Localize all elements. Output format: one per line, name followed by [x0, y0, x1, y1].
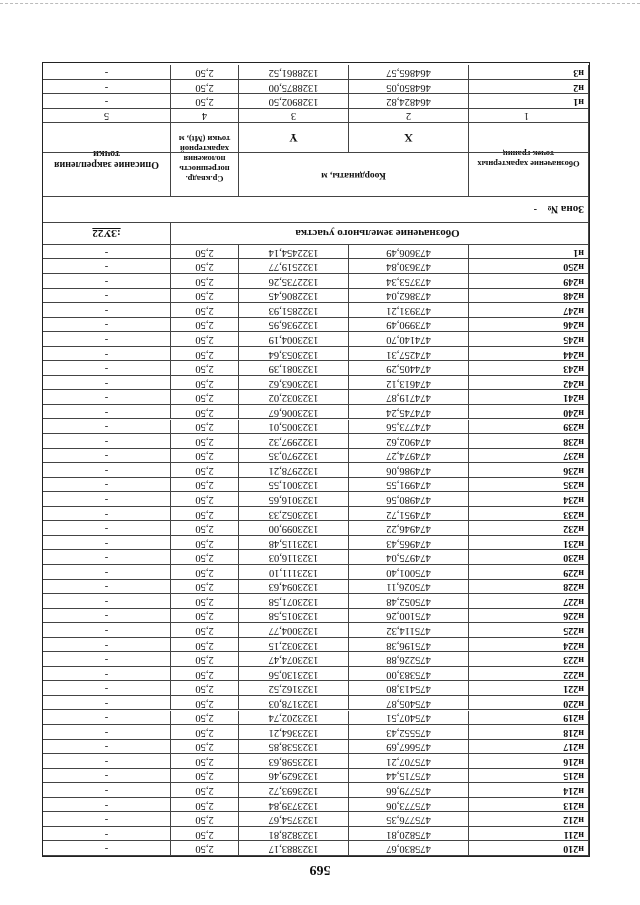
section-title-row — [43, 223, 589, 245]
description-cell: - — [43, 405, 171, 419]
y-coordinate-cell: 1323739,84 — [239, 798, 349, 812]
y-coordinate-cell: 1323598,63 — [239, 754, 349, 768]
error-cell: 2,50 — [171, 492, 239, 506]
zone-value: - — [533, 204, 538, 216]
point-id-cell: н221 — [469, 681, 589, 695]
table-row — [43, 580, 589, 595]
point-id-cell: н249 — [469, 274, 589, 288]
description-cell: - — [43, 492, 171, 506]
point-id-cell: н237 — [469, 449, 589, 463]
table-row — [43, 390, 589, 405]
table-row — [43, 550, 589, 565]
x-coordinate-cell: 475114,32 — [349, 623, 469, 637]
point-id-cell: н3 — [469, 65, 589, 79]
point-id-cell: н239 — [469, 420, 589, 434]
point-id-cell: н215 — [469, 769, 589, 783]
table-row — [43, 638, 589, 653]
error-cell: 2,50 — [171, 449, 239, 463]
point-id-cell: н211 — [469, 827, 589, 841]
description-cell: - — [43, 725, 171, 739]
description-cell: - — [43, 812, 171, 826]
table-row — [43, 536, 589, 551]
y-coordinate-cell: 1323015,58 — [239, 609, 349, 623]
description-cell: - — [43, 827, 171, 841]
x-coordinate-cell: 475773,06 — [349, 798, 469, 812]
x-coordinate-cell: 474745,24 — [349, 405, 469, 419]
x-coordinate-cell: 464824,82 — [349, 94, 469, 108]
description-cell: - — [43, 623, 171, 637]
x-coordinate-cell: 475196,38 — [349, 638, 469, 652]
table-row — [43, 594, 589, 609]
point-id-cell: н241 — [469, 390, 589, 404]
x-coordinate-cell: 464850,05 — [349, 80, 469, 94]
error-cell: 2,50 — [171, 740, 239, 754]
y-coordinate-cell: 1323538,85 — [239, 740, 349, 754]
table-row — [43, 565, 589, 580]
x-coordinate-cell: 474975,04 — [349, 550, 469, 564]
coordinates-table — [42, 62, 590, 857]
column-number-cell: 3 — [239, 109, 349, 122]
y-coordinate-cell: 1328861,52 — [239, 65, 349, 79]
table-row — [43, 420, 589, 435]
table-row — [43, 449, 589, 464]
x-coordinate-cell: 474257,31 — [349, 347, 469, 361]
error-cell: 2,50 — [171, 594, 239, 608]
description-cell: - — [43, 798, 171, 812]
zone-row — [43, 197, 589, 223]
x-coordinate-cell: 474951,72 — [349, 507, 469, 521]
table-row — [43, 289, 589, 304]
point-id-cell: н218 — [469, 725, 589, 739]
y-coordinate-cell: 1322997,32 — [239, 434, 349, 448]
y-coordinate-cell: 1323115,48 — [239, 536, 349, 550]
description-cell: - — [43, 594, 171, 608]
description-cell: - — [43, 361, 171, 375]
y-coordinate-cell: 1323004,77 — [239, 623, 349, 637]
point-id-cell: н222 — [469, 667, 589, 681]
x-coordinate-cell: 474405,29 — [349, 361, 469, 375]
description-cell: - — [43, 347, 171, 361]
point-id-cell: н225 — [469, 623, 589, 637]
description-cell: - — [43, 841, 171, 855]
point-id-cell: н240 — [469, 405, 589, 419]
y-coordinate-cell: 1322970,35 — [239, 449, 349, 463]
y-coordinate-cell: 1323099,00 — [239, 521, 349, 535]
table-row — [43, 347, 589, 362]
y-coordinate-cell: 1323828,81 — [239, 827, 349, 841]
x-coordinate-cell: 475707,21 — [349, 754, 469, 768]
error-cell: 2,50 — [171, 521, 239, 535]
error-cell: 2,50 — [171, 245, 239, 259]
point-id-cell: н226 — [469, 609, 589, 623]
point-id-cell: н243 — [469, 361, 589, 375]
description-cell: - — [43, 507, 171, 521]
point-id-cell: н244 — [469, 347, 589, 361]
y-coordinate-cell: 1323071,58 — [239, 594, 349, 608]
x-coordinate-cell: 475830,67 — [349, 841, 469, 855]
y-coordinate-cell: 1323001,55 — [239, 478, 349, 492]
table-row — [43, 65, 589, 80]
x-coordinate-cell: 475715,44 — [349, 769, 469, 783]
point-id-cell: н234 — [469, 492, 589, 506]
table-row — [43, 609, 589, 624]
point-id-cell: н232 — [469, 521, 589, 535]
description-cell: - — [43, 652, 171, 666]
error-cell: 2,50 — [171, 463, 239, 477]
point-id-cell: н223 — [469, 652, 589, 666]
point-id-cell: н238 — [469, 434, 589, 448]
error-cell: 2,50 — [171, 361, 239, 375]
x-coordinate-cell: 474980,56 — [349, 492, 469, 506]
table-row — [43, 318, 589, 333]
point-id-cell: н214 — [469, 783, 589, 797]
header-row-bottom — [43, 123, 589, 153]
table-row — [43, 725, 589, 740]
y-coordinate-cell: 1322978,21 — [239, 463, 349, 477]
error-cell: 2,50 — [171, 332, 239, 346]
error-cell: 2,50 — [171, 783, 239, 797]
error-cell: 2,50 — [171, 405, 239, 419]
header-y: Y — [239, 123, 349, 152]
error-cell: 2,50 — [171, 347, 239, 361]
point-id-cell: н248 — [469, 289, 589, 303]
x-coordinate-cell: 473990,49 — [349, 318, 469, 332]
description-cell: - — [43, 681, 171, 695]
table-row — [43, 652, 589, 667]
error-cell: 2,50 — [171, 94, 239, 108]
x-coordinate-cell: 474613,12 — [349, 376, 469, 390]
header-description: Описание закрепления точки — [43, 122, 171, 196]
table-row — [43, 754, 589, 769]
description-cell: - — [43, 550, 171, 564]
table-row — [43, 434, 589, 449]
x-coordinate-cell: 474946,22 — [349, 521, 469, 535]
y-coordinate-cell: 1323006,67 — [239, 405, 349, 419]
description-cell: - — [43, 521, 171, 535]
point-id-cell: н229 — [469, 565, 589, 579]
x-coordinate-cell: 473862,04 — [349, 289, 469, 303]
point-id-cell: н224 — [469, 638, 589, 652]
x-coordinate-cell: 474986,06 — [349, 463, 469, 477]
error-cell: 2,50 — [171, 638, 239, 652]
error-cell: 2,50 — [171, 80, 239, 94]
description-cell: - — [43, 754, 171, 768]
y-coordinate-cell: 1323130,56 — [239, 667, 349, 681]
description-cell: - — [43, 478, 171, 492]
description-cell: - — [43, 289, 171, 303]
x-coordinate-cell: 475383,00 — [349, 667, 469, 681]
description-cell: - — [43, 696, 171, 710]
table-row — [43, 80, 589, 95]
point-id-cell: н250 — [469, 259, 589, 273]
table-row — [43, 623, 589, 638]
error-cell: 2,50 — [171, 478, 239, 492]
point-id-cell: н246 — [469, 318, 589, 332]
error-cell: 2,50 — [171, 754, 239, 768]
y-coordinate-cell: 1323693,72 — [239, 783, 349, 797]
description-cell: - — [43, 303, 171, 317]
error-cell: 2,50 — [171, 696, 239, 710]
header-row-top — [43, 133, 589, 197]
description-cell: - — [43, 711, 171, 725]
x-coordinate-cell: 475667,69 — [349, 740, 469, 754]
x-coordinate-cell: 475052,48 — [349, 594, 469, 608]
error-cell: 2,50 — [171, 318, 239, 332]
y-coordinate-cell: 1323883,17 — [239, 841, 349, 855]
error-cell: 2,50 — [171, 507, 239, 521]
y-coordinate-cell: 1322936,95 — [239, 318, 349, 332]
error-cell: 2,50 — [171, 376, 239, 390]
point-id-cell: н2 — [469, 80, 589, 94]
error-cell: 2,50 — [171, 434, 239, 448]
description-cell: - — [43, 667, 171, 681]
description-cell: - — [43, 580, 171, 594]
x-coordinate-cell: 473606,49 — [349, 245, 469, 259]
point-id-cell: н236 — [469, 463, 589, 477]
error-cell: 2,50 — [171, 420, 239, 434]
y-coordinate-cell: 1323005,01 — [239, 420, 349, 434]
error-cell: 2,50 — [171, 289, 239, 303]
error-cell: 2,50 — [171, 609, 239, 623]
description-cell: - — [43, 94, 171, 108]
error-cell: 2,50 — [171, 769, 239, 783]
x-coordinate-cell: 474140,70 — [349, 332, 469, 346]
x-coordinate-cell: 464865,57 — [349, 65, 469, 79]
error-cell: 2,50 — [171, 841, 239, 855]
table-row — [43, 376, 589, 391]
description-cell: - — [43, 318, 171, 332]
header-error: Ср.квадр. погрешность положения характерной точки (Mt), м — [171, 122, 239, 196]
table-row — [43, 507, 589, 522]
y-coordinate-cell: 1323052,33 — [239, 507, 349, 521]
description-cell: - — [43, 783, 171, 797]
table-row — [43, 667, 589, 682]
table-row — [43, 332, 589, 347]
x-coordinate-cell: 475779,66 — [349, 783, 469, 797]
y-coordinate-cell: 1322519,77 — [239, 259, 349, 273]
header-x: X — [349, 123, 469, 152]
y-coordinate-cell: 1323032,02 — [239, 390, 349, 404]
description-cell: - — [43, 274, 171, 288]
table-row — [43, 783, 589, 798]
error-cell: 2,50 — [171, 580, 239, 594]
x-coordinate-cell: 475026,11 — [349, 580, 469, 594]
description-cell: - — [43, 769, 171, 783]
section-code: :ЗУ22 — [43, 223, 171, 244]
point-id-cell: н242 — [469, 376, 589, 390]
x-coordinate-cell: 473630,84 — [349, 259, 469, 273]
point-id-cell: н1 — [469, 94, 589, 108]
x-coordinate-cell: 474719,87 — [349, 390, 469, 404]
x-coordinate-cell: 475776,35 — [349, 812, 469, 826]
description-cell: - — [43, 245, 171, 259]
error-cell: 2,50 — [171, 711, 239, 725]
description-cell: - — [43, 434, 171, 448]
error-cell: 2,50 — [171, 725, 239, 739]
description-cell: - — [43, 463, 171, 477]
description-cell: - — [43, 536, 171, 550]
y-coordinate-cell: 1323754,67 — [239, 812, 349, 826]
column-number-cell: 4 — [171, 109, 239, 122]
error-cell: 2,50 — [171, 667, 239, 681]
description-cell: - — [43, 259, 171, 273]
description-cell: - — [43, 449, 171, 463]
y-coordinate-cell: 1323202,74 — [239, 711, 349, 725]
error-cell: 2,50 — [171, 259, 239, 273]
error-cell: 2,50 — [171, 798, 239, 812]
table-row — [43, 274, 589, 289]
x-coordinate-cell: 475407,51 — [349, 711, 469, 725]
error-cell: 2,50 — [171, 812, 239, 826]
y-coordinate-cell: 1323162,52 — [239, 681, 349, 695]
y-coordinate-cell: 1323111,10 — [239, 565, 349, 579]
x-coordinate-cell: 475820,81 — [349, 827, 469, 841]
table-row — [43, 681, 589, 696]
error-cell: 2,50 — [171, 652, 239, 666]
y-coordinate-cell: 1323116,03 — [239, 550, 349, 564]
table-row — [43, 94, 589, 109]
table-row — [43, 827, 589, 842]
point-id-cell: н235 — [469, 478, 589, 492]
x-coordinate-cell: 475405,87 — [349, 696, 469, 710]
description-cell: - — [43, 390, 171, 404]
error-cell: 2,50 — [171, 623, 239, 637]
column-number-cell: 5 — [43, 109, 171, 122]
header-coordinates: Координаты, м — [239, 153, 469, 196]
error-cell: 2,50 — [171, 303, 239, 317]
column-numbers-row — [43, 109, 589, 123]
column-number-cell: 1 — [469, 109, 589, 122]
point-id-cell: н247 — [469, 303, 589, 317]
error-cell: 2,50 — [171, 565, 239, 579]
y-coordinate-cell: 1328902,50 — [239, 94, 349, 108]
y-coordinate-cell: 1323074,47 — [239, 652, 349, 666]
y-coordinate-cell: 1323032,15 — [239, 638, 349, 652]
column-number-cell: 2 — [349, 109, 469, 122]
error-cell: 2,50 — [171, 827, 239, 841]
description-cell: - — [43, 609, 171, 623]
y-coordinate-cell: 1323053,64 — [239, 347, 349, 361]
x-coordinate-cell: 473931,21 — [349, 303, 469, 317]
description-cell: - — [43, 376, 171, 390]
y-coordinate-cell: 1323016,65 — [239, 492, 349, 506]
description-cell: - — [43, 638, 171, 652]
x-coordinate-cell: 475001,40 — [349, 565, 469, 579]
description-cell: - — [43, 80, 171, 94]
page-number: 569 — [309, 862, 331, 877]
point-id-cell: н212 — [469, 812, 589, 826]
table-row — [43, 463, 589, 478]
error-cell: 2,50 — [171, 550, 239, 564]
table-row — [43, 740, 589, 755]
x-coordinate-cell: 475226,88 — [349, 652, 469, 666]
table-row — [43, 711, 589, 726]
y-coordinate-cell: 1323178,03 — [239, 696, 349, 710]
x-coordinate-cell: 474773,56 — [349, 420, 469, 434]
x-coordinate-cell: 474991,55 — [349, 478, 469, 492]
point-id-cell: н228 — [469, 580, 589, 594]
y-coordinate-cell: 1323629,46 — [239, 769, 349, 783]
description-cell: - — [43, 420, 171, 434]
point-id-cell: н216 — [469, 754, 589, 768]
table-row — [43, 361, 589, 376]
x-coordinate-cell: 475413,80 — [349, 681, 469, 695]
table-row — [43, 696, 589, 711]
zone-label: Зона № — [547, 203, 584, 216]
error-cell: 2,50 — [171, 274, 239, 288]
description-cell: - — [43, 65, 171, 79]
point-id-cell: н1 — [469, 245, 589, 259]
y-coordinate-cell: 1323004,19 — [239, 332, 349, 346]
error-cell: 2,50 — [171, 65, 239, 79]
x-coordinate-cell: 475100,26 — [349, 609, 469, 623]
error-cell: 2,50 — [171, 681, 239, 695]
point-id-cell: н231 — [469, 536, 589, 550]
section-title: Обозначение земельного участка — [171, 223, 589, 244]
table-row — [43, 478, 589, 493]
description-cell: - — [43, 565, 171, 579]
zone-cell — [43, 197, 589, 222]
point-id-cell: н210 — [469, 841, 589, 855]
y-coordinate-cell: 1322851,93 — [239, 303, 349, 317]
point-id-cell: н245 — [469, 332, 589, 346]
y-coordinate-cell: 1323063,62 — [239, 376, 349, 390]
x-coordinate-cell: 475552,43 — [349, 725, 469, 739]
y-coordinate-cell: 1322735,26 — [239, 274, 349, 288]
point-id-cell: н220 — [469, 696, 589, 710]
error-cell: 2,50 — [171, 536, 239, 550]
x-coordinate-cell: 474965,43 — [349, 536, 469, 550]
y-coordinate-cell: 1323094,63 — [239, 580, 349, 594]
table-row — [43, 521, 589, 536]
y-coordinate-cell: 1323081,39 — [239, 361, 349, 375]
table-row — [43, 769, 589, 784]
point-id-cell: н219 — [469, 711, 589, 725]
description-cell: - — [43, 332, 171, 346]
x-coordinate-cell: 473753,34 — [349, 274, 469, 288]
y-coordinate-cell: 1328875,00 — [239, 80, 349, 94]
y-coordinate-cell: 1323364,21 — [239, 725, 349, 739]
x-coordinate-cell: 474902,62 — [349, 434, 469, 448]
error-cell: 2,50 — [171, 390, 239, 404]
table-row — [43, 303, 589, 318]
table-row — [43, 812, 589, 827]
point-id-cell: н230 — [469, 550, 589, 564]
table-row — [43, 405, 589, 420]
description-cell: - — [43, 740, 171, 754]
point-id-cell: н227 — [469, 594, 589, 608]
table-row — [43, 841, 589, 856]
table-row — [43, 245, 589, 260]
point-id-cell: н217 — [469, 740, 589, 754]
y-coordinate-cell: 1322806,45 — [239, 289, 349, 303]
table-row — [43, 798, 589, 813]
point-id-cell: н233 — [469, 507, 589, 521]
table-row — [43, 259, 589, 274]
table-row — [43, 492, 589, 507]
point-id-cell: н213 — [469, 798, 589, 812]
header-point-id: Обозначение характерных точек границ — [469, 122, 589, 196]
y-coordinate-cell: 1322454,14 — [239, 245, 349, 259]
x-coordinate-cell: 474974,27 — [349, 449, 469, 463]
